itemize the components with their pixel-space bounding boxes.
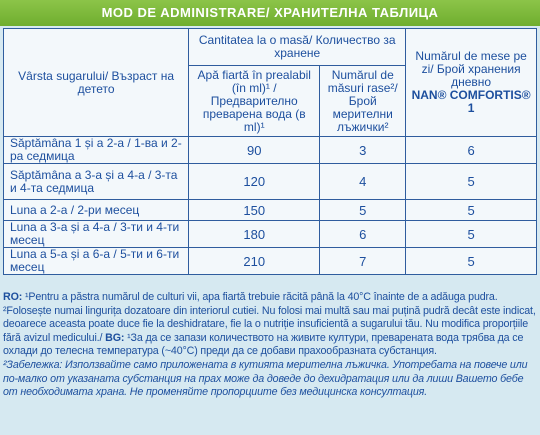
bg-footnote: ¹За да се запази количеството на живите култури, преварената вода трябва да се охлади до телесна температура (~40°C) преди да се добави прахообразната субстанция. <box>3 331 524 358</box>
meals-cell: 5 <box>406 200 537 221</box>
age-cell: Luna a 5-a și a 6-a / 5-ти и 6-ти месец <box>4 248 189 275</box>
water-cell: 90 <box>189 137 320 164</box>
ro-label: RO: <box>3 291 23 303</box>
water-column-header: Apă fiartă în prealabil (în ml)¹ / Предварително преварена вода (в ml)¹ <box>189 66 320 137</box>
age-cell: Săptămâna 1 și a 2-a / 1-ва и 2-ра седмица <box>4 137 189 164</box>
meals-header-text: Numărul de mese pe zi/ Брой хранения дневно <box>415 49 527 89</box>
scoops-column-header: Numărul de măsuri rase²/ Брой мерителни лъжички² <box>320 66 406 137</box>
footnotes <box>3 291 537 400</box>
meals-column-header <box>406 29 537 137</box>
feeding-table <box>3 28 537 275</box>
table-row <box>4 164 537 200</box>
page-title: MOD DE ADMINISTRARE/ ХРАНИТЕЛНА ТАБЛИЦА <box>0 0 540 26</box>
meals-cell: 5 <box>406 164 537 200</box>
ro-footnote: ¹Pentru a păstra numărul de culturi vii, apa fiartă trebuie răcită până la 40°C înainte de a adăuga pudra. ²Folosește numai lingurița dozatoare din interiorul cutiei. Nu folosi mai multă sau mai puțină pudră decât este indicat, deoarece aceasta poate duce fie la deshidratare, fie la o nutriție insuficientă a sugarului tău. Nu modifica proporțiile fără avizul medicului./ <box>3 291 536 344</box>
bg-footnote-2: ²Забележка: Използвайте само приложената в кутията мерителна лъжичка. Употребата на повече или по-малко от указаната субстанция на прах може да доведе до дехидратация или да лиши Вашето бебе от необходимата храна. Не променяйте пропорциите без медицинска консултация. <box>3 358 528 399</box>
quantity-column-header: Cantitatea la o masă/ Количество за хранене <box>189 29 406 66</box>
meals-cell: 5 <box>406 248 537 275</box>
scoops-cell: 7 <box>320 248 406 275</box>
scoops-cell: 3 <box>320 137 406 164</box>
water-cell: 180 <box>189 221 320 248</box>
table-row <box>4 248 537 275</box>
table-row <box>4 221 537 248</box>
scoops-cell: 5 <box>320 200 406 221</box>
water-cell: 120 <box>189 164 320 200</box>
scoops-cell: 6 <box>320 221 406 248</box>
water-cell: 150 <box>189 200 320 221</box>
water-cell: 210 <box>189 248 320 275</box>
age-cell: Luna a 3-a și a 4-a / 3-ти и 4-ти месец <box>4 221 189 248</box>
age-column-header: Vârsta sugarului/ Възраст на детето <box>4 29 189 137</box>
scoops-cell: 4 <box>320 164 406 200</box>
age-cell: Luna a 2-a / 2-ри месец <box>4 200 189 221</box>
age-cell: Săptămâna a 3-a și a 4-a / 3-та и 4-та седмица <box>4 164 189 200</box>
meals-cell: 6 <box>406 137 537 164</box>
meals-cell: 5 <box>406 221 537 248</box>
table-row <box>4 137 537 164</box>
table-row <box>4 200 537 221</box>
bg-label: BG: <box>105 331 125 344</box>
product-name: NAN® COMFORTIS® 1 <box>411 88 531 115</box>
